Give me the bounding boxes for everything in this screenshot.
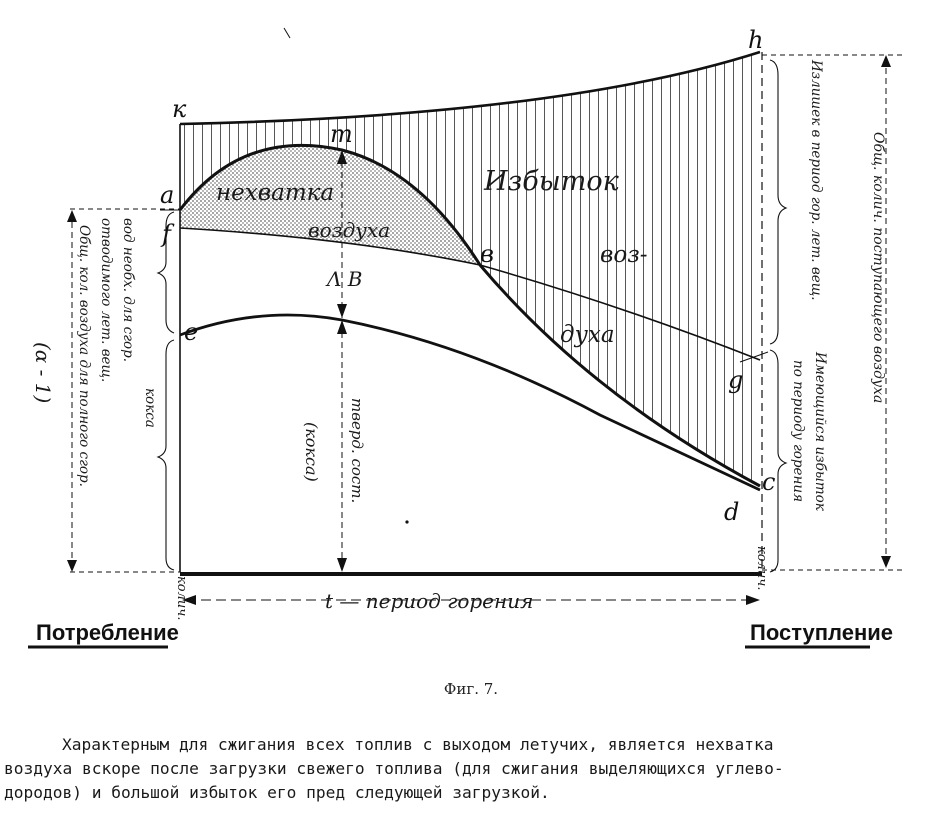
label-left-1: Общ. кол. воздуха для полного сгор. xyxy=(76,225,92,487)
label-left-4: кокса xyxy=(142,388,158,428)
label-right-1: Общ. колич. поступающего воздуха xyxy=(870,132,886,404)
label-fixed-carbon-2: (кокса) xyxy=(302,422,321,482)
figure-caption: Фиг. 7. xyxy=(443,680,499,698)
label-alpha: (α - 1) xyxy=(31,342,55,404)
dot-mark xyxy=(405,520,408,523)
paragraph-line-1: Характерным для сжигания всех топлив с выходом летучих, является нехватка xyxy=(62,735,774,754)
label-excess-2: воз- xyxy=(600,242,648,268)
point-e: e xyxy=(184,318,199,346)
label-left-3: вод необх. для сгор. xyxy=(120,218,136,363)
point-f: f xyxy=(162,220,171,248)
point-k: к xyxy=(172,95,187,123)
point-h: h xyxy=(748,26,764,54)
left-arrow-down xyxy=(67,560,77,572)
label-right-4: по периоду горения xyxy=(790,360,806,503)
title-consumption: Потребление xyxy=(36,620,179,645)
label-deficit-2: воздуха xyxy=(308,218,391,242)
label-delta-b: Λ B xyxy=(327,267,363,291)
label-excess-1: Избыток xyxy=(484,166,619,197)
left-arrow-up xyxy=(67,210,77,222)
title-supply: Поступление xyxy=(750,620,894,645)
point-m: m xyxy=(330,120,353,148)
label-fixed-carbon-1: тверд. сост. xyxy=(348,398,366,504)
delta-arrow-bottom xyxy=(337,304,347,318)
period-arrow-right xyxy=(746,595,760,605)
label-left-2: отводимого лет. вещ. xyxy=(98,218,114,383)
left-brace-lower xyxy=(158,340,174,570)
paragraph-line-2: воздуха вскоре после загрузки свежего топлива (для сжигания выделяющихся углево- xyxy=(4,759,784,778)
point-a: a xyxy=(160,181,175,209)
right-arrow-up xyxy=(881,55,891,67)
coke-arrow-bottom xyxy=(337,558,347,572)
label-period: t — период горения xyxy=(325,589,534,613)
point-b: в xyxy=(480,240,494,268)
label-deficit-1: нехватка xyxy=(216,180,335,206)
right-arrow-down xyxy=(881,556,891,568)
label-bottom-right: колич. xyxy=(754,546,769,591)
point-d: d xyxy=(724,498,740,526)
point-c: c xyxy=(762,468,776,496)
body-paragraph xyxy=(4,733,934,805)
label-right-3: Имеющийся избыток xyxy=(812,352,828,511)
right-brace-lower xyxy=(770,350,786,572)
label-bottom-left: колич. xyxy=(174,576,189,621)
right-brace-upper xyxy=(770,60,786,344)
point-g: g xyxy=(728,366,744,394)
stray-mark xyxy=(284,28,290,38)
paragraph-line-3: дородов) и большой избыток его пред следующей загрузкой. xyxy=(4,783,550,802)
excess-air-hatch xyxy=(180,52,760,486)
label-right-2: Излишек в период гор. лет. вещ. xyxy=(808,60,824,301)
label-excess-3: духа xyxy=(560,322,615,348)
